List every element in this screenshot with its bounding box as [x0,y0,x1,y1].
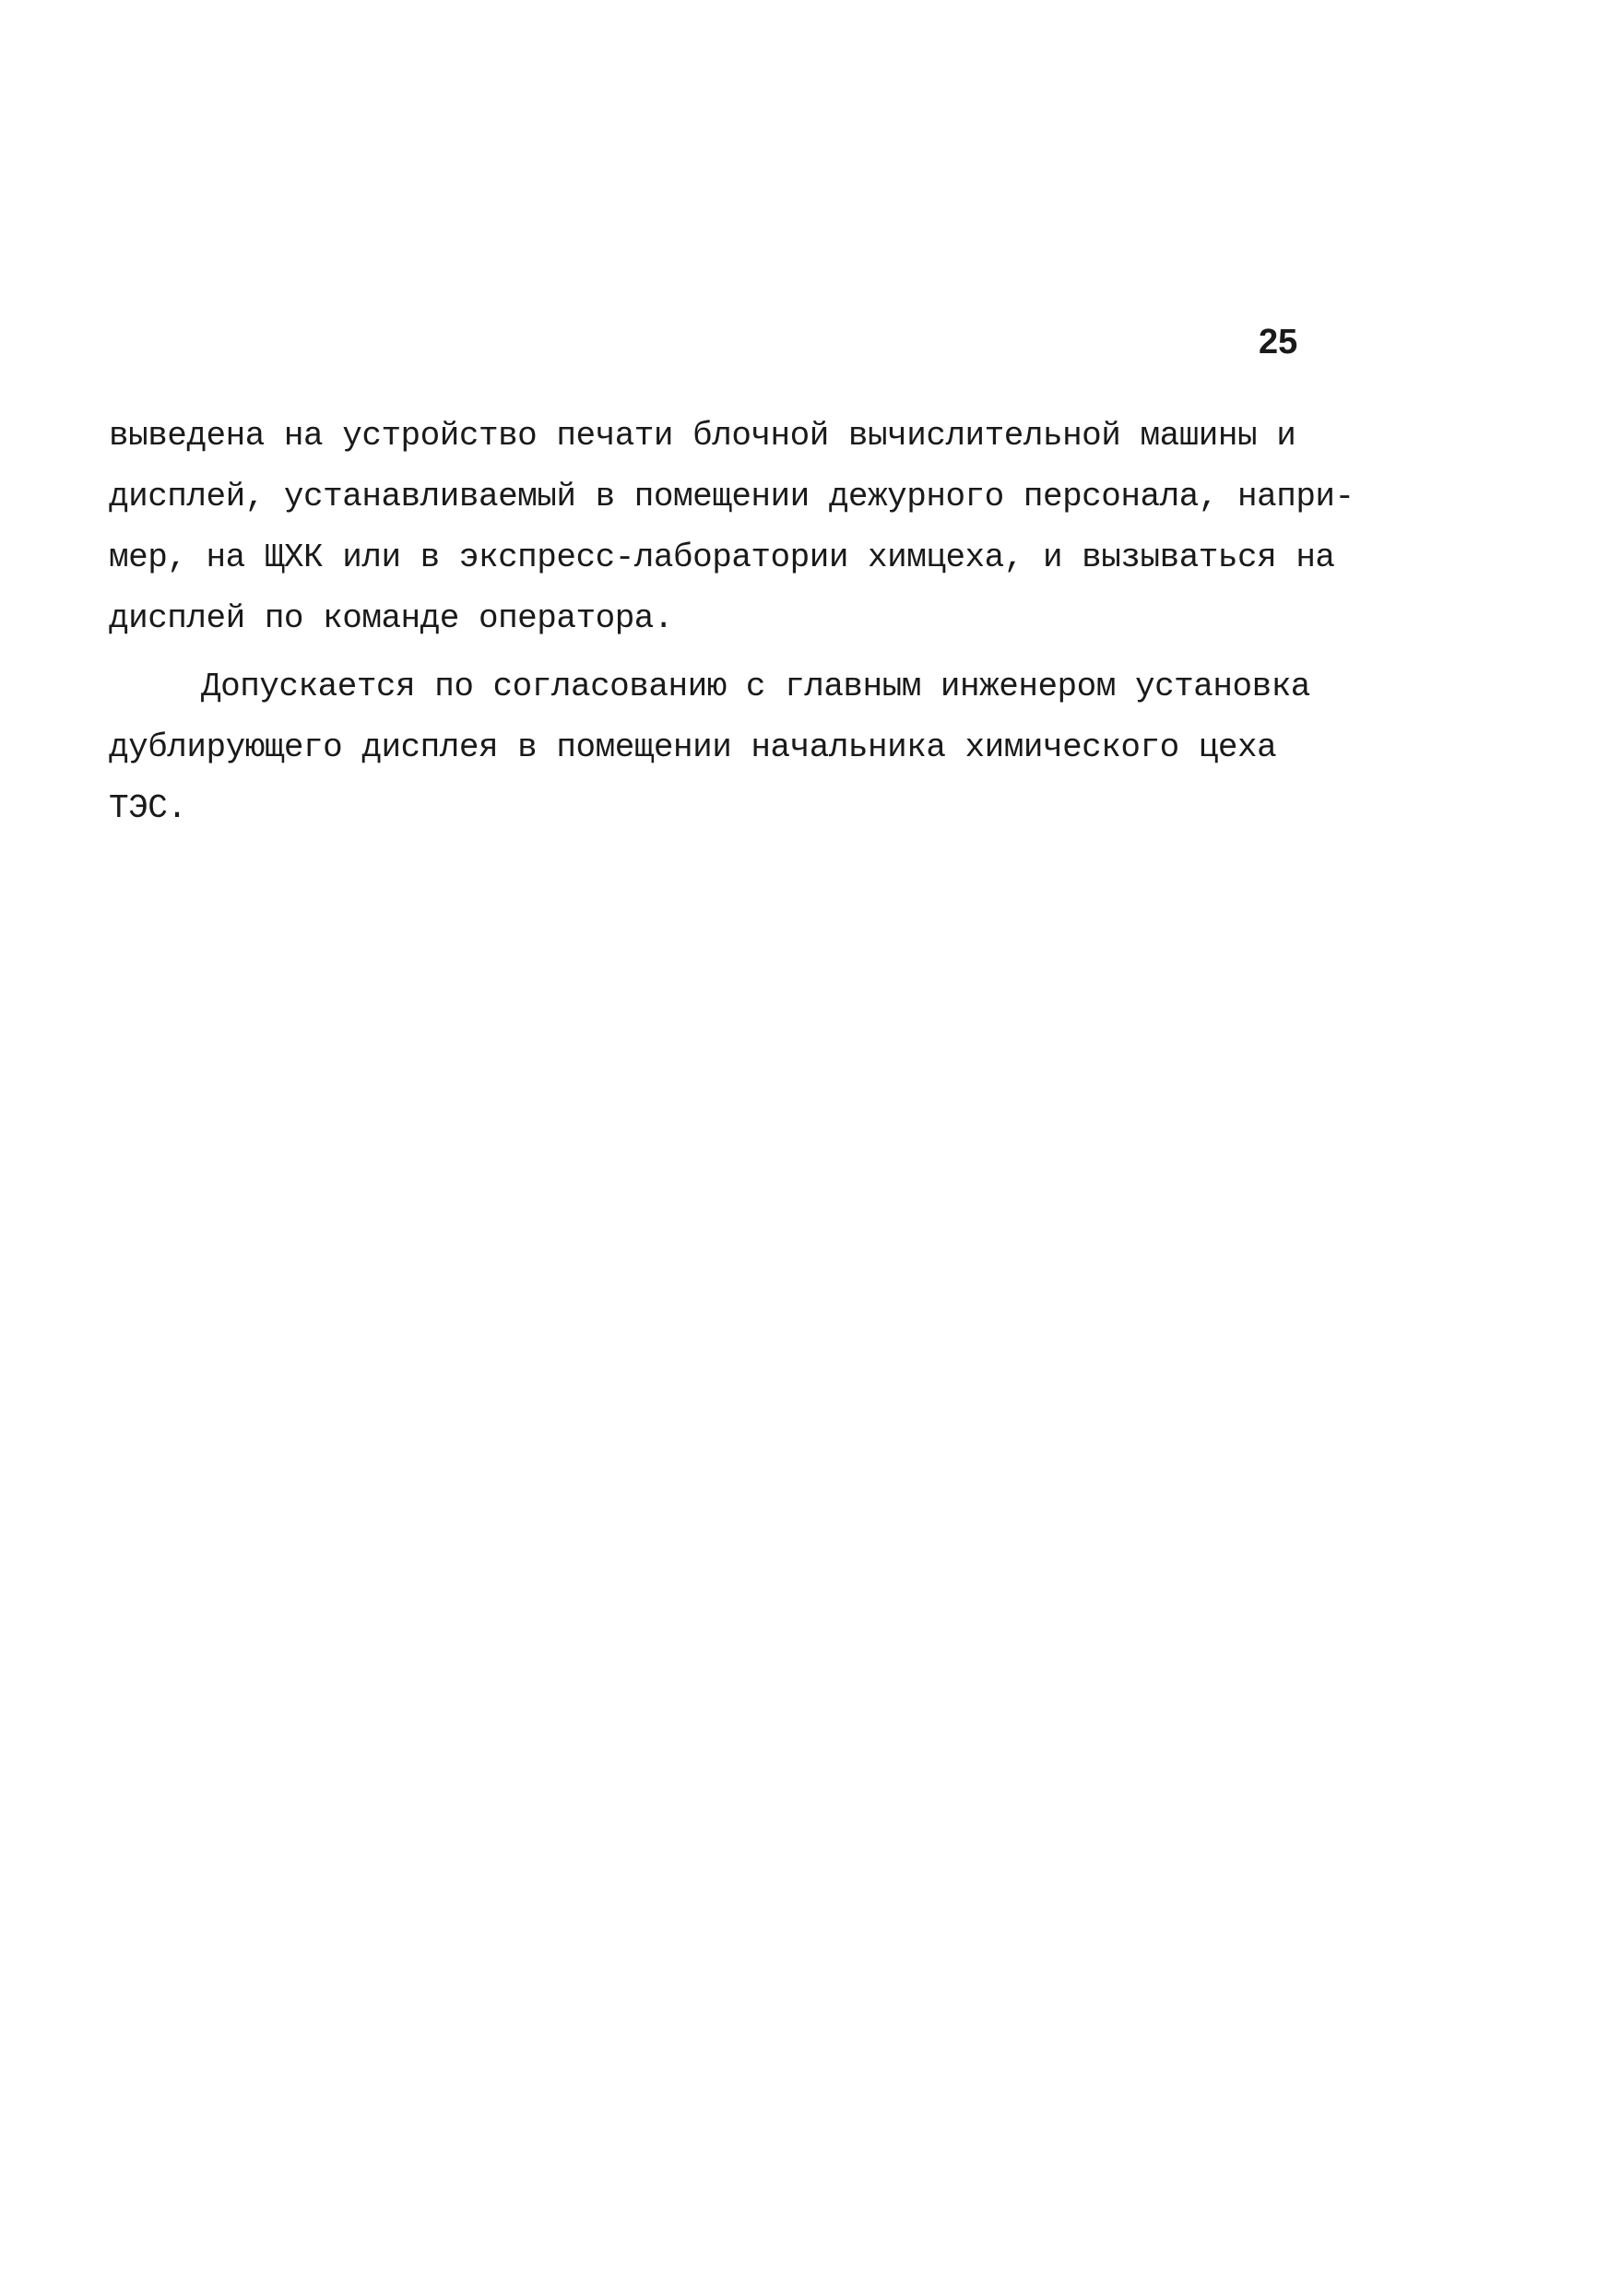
text-line: дисплей по команде оператора. [109,599,674,637]
text-line: мер, на ЩХК или в экспресс-лаборатории химцеха, и вызываться на [109,538,1335,576]
text-line: дублирующего дисплея в помещении начальника химического цеха [109,728,1277,766]
text-line: выведена на устройство печати блочной вычислительной машины и [109,417,1296,455]
text-line: ТЭС. [109,789,187,827]
body-text [109,406,1355,839]
text-line: Допускается по согласованию с главным инженером установка [201,668,1310,705]
paragraph-2 [109,657,1326,839]
paragraph-1 [109,406,1355,649]
text-line: дисплей, устанавливаемый в помещении дежурного персонала, напри- [109,478,1355,515]
page-number: 25 [1259,323,1298,361]
